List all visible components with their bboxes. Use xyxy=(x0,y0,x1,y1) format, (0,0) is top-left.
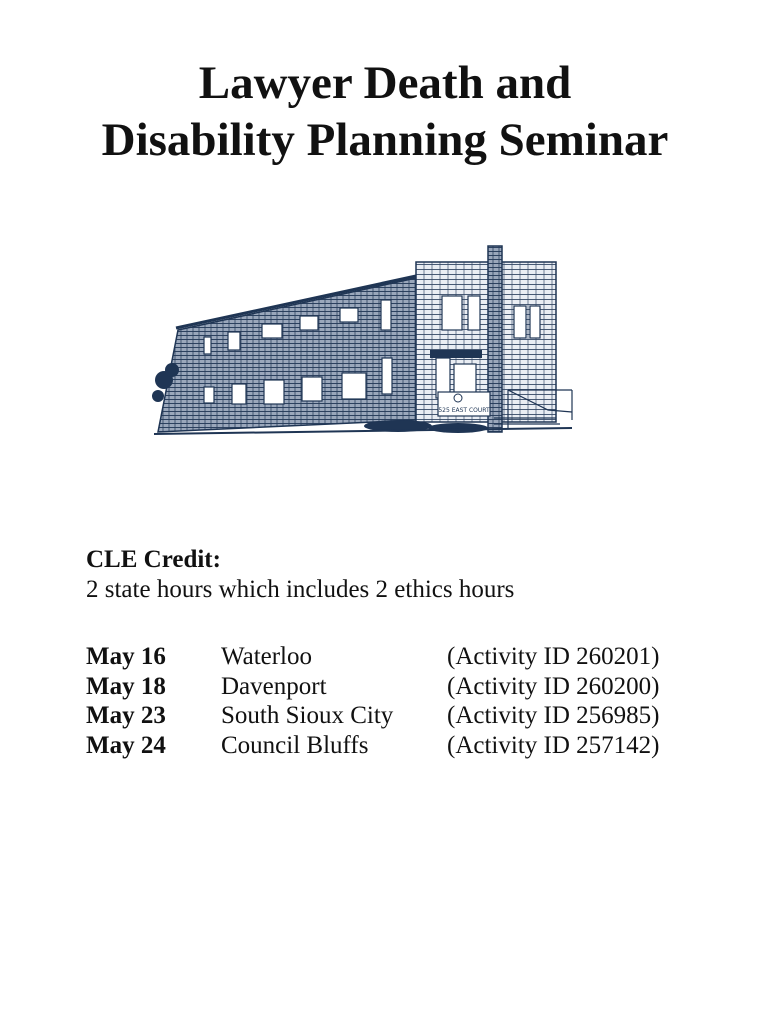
session-activity-id: (Activity ID 260201) xyxy=(447,643,660,670)
cle-hours-text: 2 state hours which includes 2 ethics hours xyxy=(86,576,515,603)
cle-heading: CLE Credit: xyxy=(86,546,221,573)
session-list xyxy=(86,642,726,760)
session-date: May 24 xyxy=(86,731,166,759)
building-illustration xyxy=(148,240,578,440)
title-line-2: Disability Planning Seminar xyxy=(101,114,669,166)
session-row xyxy=(86,672,726,702)
session-row xyxy=(86,701,726,731)
session-activity-id: (Activity ID 257142) xyxy=(447,731,660,759)
title-line-1: Lawyer Death and xyxy=(198,57,572,109)
session-city: Waterloo xyxy=(221,643,313,670)
cle-credit-section xyxy=(86,545,726,605)
session-date: May 18 xyxy=(86,672,166,700)
session-row xyxy=(86,731,726,761)
session-activity-id: (Activity ID 260200) xyxy=(447,672,660,700)
session-row xyxy=(86,642,726,672)
session-date: May 23 xyxy=(86,702,166,729)
session-date: May 16 xyxy=(86,643,166,670)
session-activity-id: (Activity ID 256985) xyxy=(447,702,660,729)
page-title xyxy=(0,55,770,169)
building-sign-text: 525 EAST COURT xyxy=(438,407,490,414)
session-city: South Sioux City xyxy=(221,702,394,729)
session-city: Council Bluffs xyxy=(221,731,369,759)
session-city: Davenport xyxy=(221,672,327,700)
